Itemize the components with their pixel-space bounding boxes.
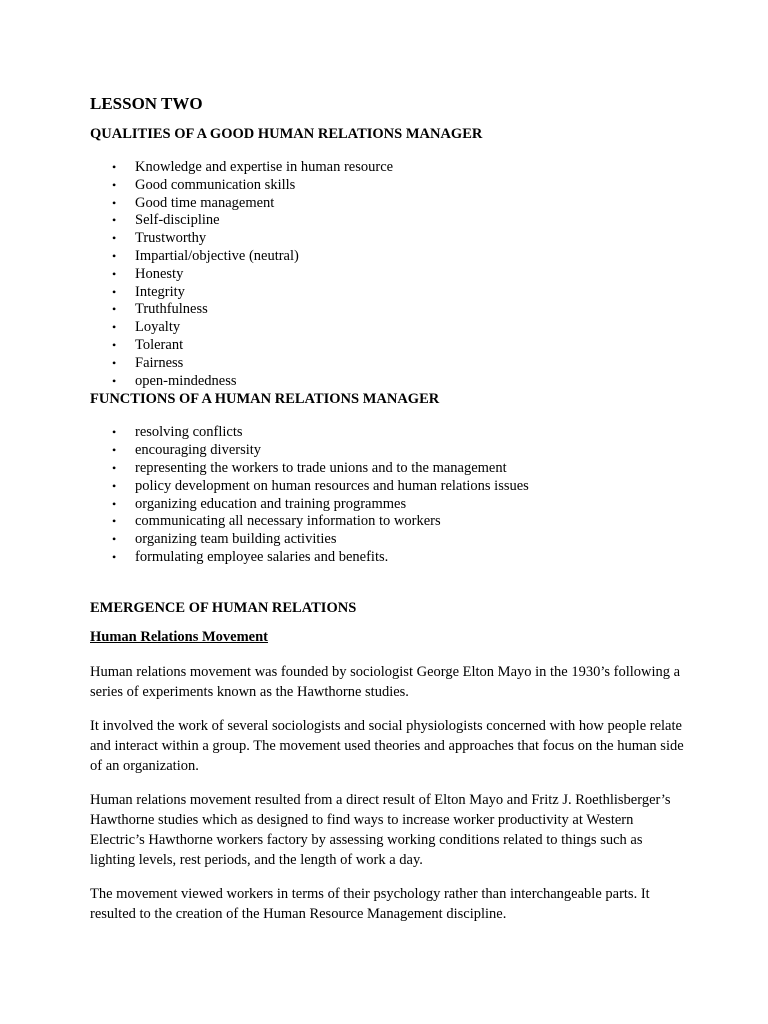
list-item: • Trustworthy bbox=[112, 230, 207, 247]
list-item: • Self-discipline bbox=[112, 212, 220, 229]
bullet-icon: • bbox=[112, 532, 117, 547]
qualities-list bbox=[90, 159, 690, 390]
paragraph: It involved the work of several sociologists and social physiologists concerned with how people relate and interact within a group. The movement used theories and approaches that focus on the human side of an organization. bbox=[90, 717, 684, 774]
bullet-icon: • bbox=[112, 443, 117, 458]
list-item: • Good communication skills bbox=[112, 176, 296, 193]
bullet-icon: • bbox=[112, 478, 117, 493]
bullet-icon: • bbox=[112, 302, 117, 317]
list-item: • Tolerant bbox=[112, 336, 184, 353]
functions-list bbox=[90, 424, 690, 566]
paragraph: The movement viewed workers in terms of their psychology rather than interchangeable parts. It resulted to the creation of the Human Resource Management discipline. bbox=[90, 885, 650, 922]
list-item: • Good time management bbox=[112, 194, 275, 211]
list-item: • Truthfulness bbox=[112, 301, 208, 318]
bullet-icon: • bbox=[112, 337, 117, 352]
paragraph: Human relations movement was founded by sociologist George Elton Mayo in the 1930’s following a series of experiments known as the Hawthorne studies. bbox=[90, 663, 681, 700]
paragraph: Human relations movement resulted from a direct result of Elton Mayo and Fritz J. Roethlisberger’s Hawthorne studies which as designed to find ways to increase worker productivity at Western Electric’s Hawthorne workers factory by assessing working conditions related to things such as lighting levels, rest periods, and the length of work a day. bbox=[90, 791, 671, 868]
list-item: • formulating employee salaries and benefits. bbox=[112, 548, 389, 565]
list-item: • open-mindedness bbox=[112, 372, 237, 389]
bullet-icon: • bbox=[112, 320, 117, 335]
qualities-heading: QUALITIES OF A GOOD HUMAN RELATIONS MANAGER bbox=[90, 126, 483, 142]
bullet-icon: • bbox=[112, 425, 117, 440]
list-item: • organizing team building activities bbox=[112, 531, 337, 548]
list-item: • Loyalty bbox=[112, 319, 181, 336]
bullet-icon: • bbox=[112, 177, 117, 192]
list-item: • Honesty bbox=[112, 265, 184, 282]
functions-heading: FUNCTIONS OF A HUMAN RELATIONS MANAGER bbox=[90, 391, 440, 408]
list-item: • encouraging diversity bbox=[112, 442, 262, 459]
emergence-heading: EMERGENCE OF HUMAN RELATIONS bbox=[90, 599, 357, 616]
list-item: • resolving conflicts bbox=[112, 424, 243, 441]
document-page bbox=[90, 93, 690, 924]
list-item: • Integrity bbox=[112, 283, 185, 300]
bullet-icon: • bbox=[112, 355, 117, 370]
bullet-icon: • bbox=[112, 266, 117, 281]
bullet-icon: • bbox=[112, 231, 117, 246]
bullet-icon: • bbox=[112, 514, 117, 529]
bullet-icon: • bbox=[112, 195, 117, 210]
list-item: • representing the workers to trade unions and to the management bbox=[112, 459, 507, 476]
list-item: • Impartial/objective (neutral) bbox=[112, 247, 299, 264]
bullet-icon: • bbox=[112, 284, 117, 299]
list-item: • communicating all necessary information to workers bbox=[112, 513, 441, 530]
list-item: • Fairness bbox=[112, 354, 184, 371]
bullet-icon: • bbox=[112, 373, 117, 388]
lesson-title: LESSON TWO bbox=[90, 94, 203, 113]
bullet-icon: • bbox=[112, 248, 117, 263]
list-item: • organizing education and training programmes bbox=[112, 495, 407, 512]
movement-subheading: Human Relations Movement bbox=[90, 628, 269, 645]
bullet-icon: • bbox=[112, 549, 117, 564]
list-item: • Knowledge and expertise in human resource bbox=[112, 159, 394, 175]
bullet-icon: • bbox=[112, 460, 117, 475]
bullet-icon: • bbox=[112, 213, 117, 228]
bullet-icon: • bbox=[112, 160, 117, 174]
bullet-icon: • bbox=[112, 496, 117, 511]
list-item: • policy development on human resources and human relations issues bbox=[112, 477, 529, 494]
